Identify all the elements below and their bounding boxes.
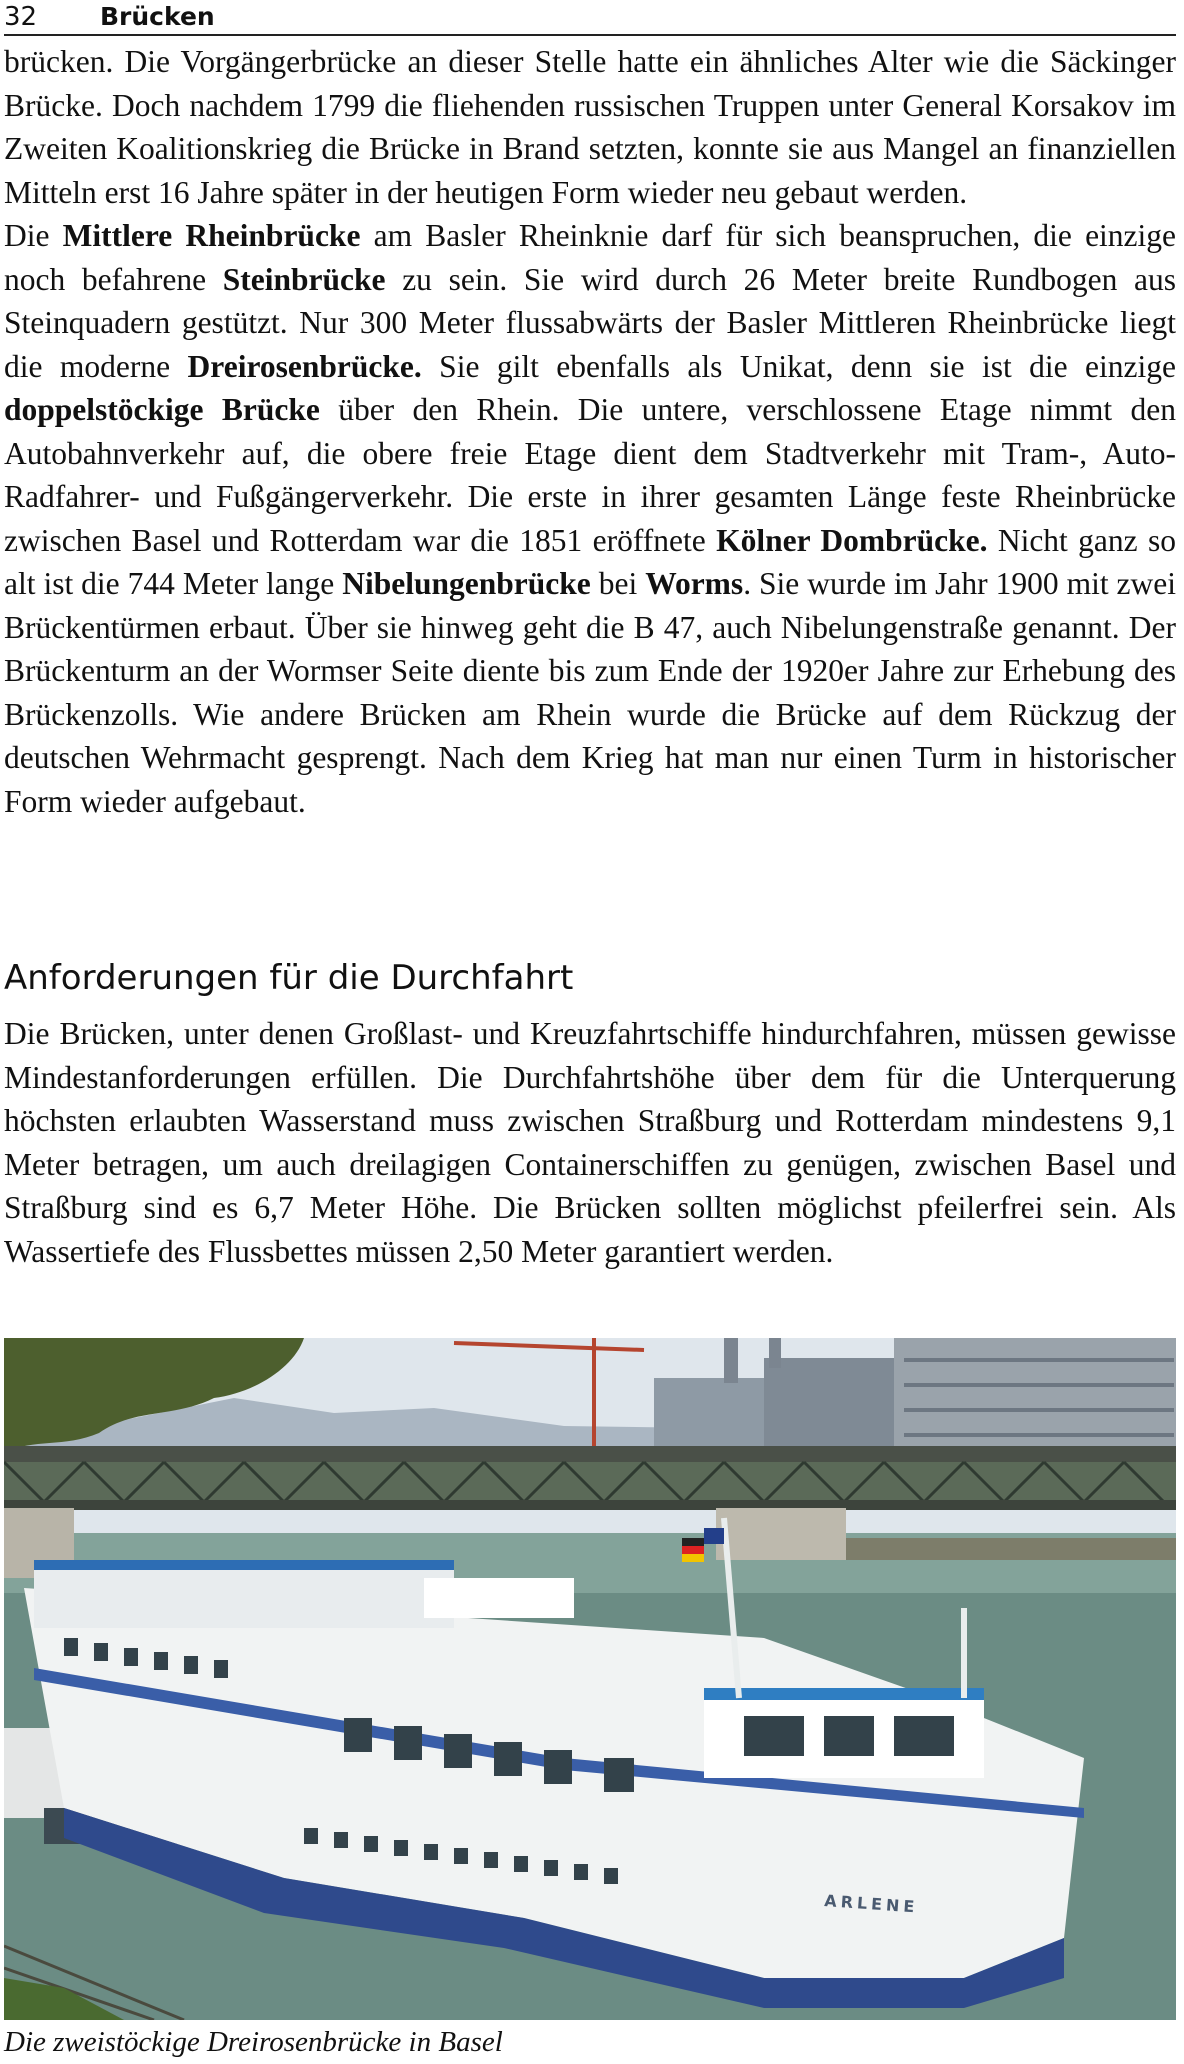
- bold-term: Nibelungenbrücke: [342, 566, 591, 601]
- flag-germany: [682, 1538, 704, 1546]
- bold-term: Mittlere Rheinbrücke: [62, 218, 361, 253]
- page-header: [4, 0, 1176, 36]
- ship-name: ARLENE: [823, 1891, 919, 1917]
- photo-caption: Die zweistöckige Dreirosenbrücke in Basel: [4, 2026, 503, 2058]
- chimney: [724, 1338, 738, 1383]
- bold-term: doppelstöckige Brücke: [4, 392, 320, 427]
- running-head: Brücken: [100, 2, 215, 31]
- far-bank: [846, 1538, 1176, 1560]
- text-run: . Sie wurde im Jahr 1900 mit zwei Brückentürmen erbaut. Über sie hinweg geht die B 47, auch Nibelungenstraße genannt. Der Brückenturm an der Wormser Seite diente bis zum Ende der 1920er Jahre zur Erhebung des Brückenzolls. Wie andere Brücken am Rhein wurde die Brücke auf dem Rückzug der deutschen Wehrmacht gesprengt. Nach dem Krieg hat man nur einen Turm in historischer Form wieder aufgebaut.: [4, 566, 1177, 819]
- bridge-photo: [4, 1338, 1176, 2020]
- text-run: zu sein. Sie wird durch 26 Meter breite Rundbogen aus Steinquadern gestützt. Nur 300 Meter flussabwärts der Basler Mittleren Rheinbrücke liegt die moderne: [4, 261, 1176, 384]
- body-paragraph: [4, 40, 1176, 214]
- bold-term: Dreirosenbrücke.: [187, 348, 422, 384]
- chimney: [769, 1338, 781, 1368]
- bridge-pier: [716, 1508, 846, 1560]
- text-run: Sie gilt ebenfalls als Unikat, denn sie ist die einzige: [421, 348, 1176, 384]
- page-number: 32: [4, 2, 38, 32]
- body-paragraph: [4, 214, 1176, 823]
- flag-uk: [704, 1528, 724, 1544]
- bold-term: Worms: [645, 566, 744, 601]
- section-paragraph: Die Brücken, unter denen Großlast- und Kreuzfahrtschiffe hindurchfahren, müssen gewisse Mindestanforderungen erfüllen. Die Durchfahrtshöhe über dem für die Unterquerung höchsten erlaubten Wasserstand muss zwischen Straßburg und Rotterdam mindestens 9,1 Meter betragen, um auch dreilagigen Containerschiffen zu genügen, zwischen Basel und Straßburg sind es 6,7 Meter Höhe. Die Brücken sollten möglichst pfeilerfrei sein. Als Wassertiefe des Flussbettes müssen 2,50 Meter garantiert werden.: [4, 1016, 1176, 1269]
- text-run: Nicht ganz so alt ist die 744 Meter lange: [4, 522, 1176, 601]
- bridge-deck: [4, 1446, 1176, 1462]
- body-text: [4, 40, 1176, 823]
- text-run: Die: [4, 218, 63, 253]
- section-heading: Anforderungen für die Durchfahrt: [4, 958, 574, 998]
- bold-term: Steinbrücke: [222, 261, 386, 297]
- upper-deck: [34, 1568, 454, 1628]
- text-run: bei: [590, 566, 646, 601]
- text-run: am Basler Rheinknie darf für sich beanspruchen, die einzige noch befahrene: [4, 218, 1177, 297]
- text-run: brücken. Die Vorgängerbrücke an dieser Stelle hatte ein ähnliches Alter wie die Säckinger Brücke. Doch nachdem 1799 die fliehenden russischen Truppen unter General Korsakov im Zweiten Koalitionskrieg die Brücke in Brand setzten, konnte sie aus Mangel an finanziellen Mitteln erst 16 Jahre später in der heutigen Form wieder neu gebaut werden.: [4, 44, 1176, 210]
- bold-term: Kölner Dombrücke.: [716, 522, 988, 558]
- text-run: über den Rhein. Die untere, verschlossene Etage nimmt den Autobahnverkehr auf, die obere freie Etage dient dem Stadtverkehr mit Tram-, Auto- Radfahrer- und Fußgängerverkehr. Die erste in ihrer gesamten Länge feste Rheinbrücke zwischen Basel und Rotterdam war die 1851 eröffnete: [4, 392, 1176, 558]
